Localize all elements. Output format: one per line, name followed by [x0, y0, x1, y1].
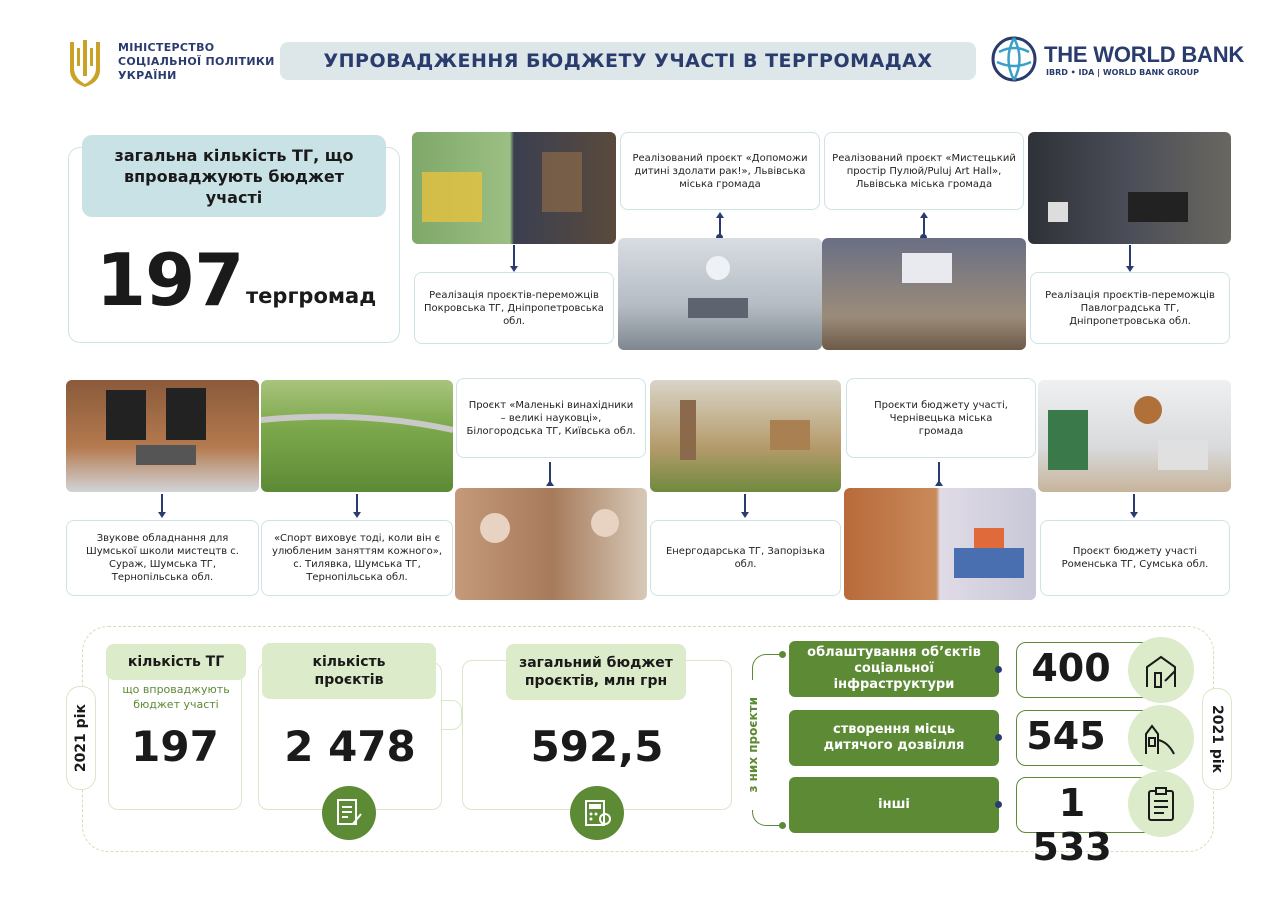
budget-value: 592,5 [530, 722, 664, 771]
category-value-infrastructure: 400 [1031, 646, 1111, 690]
building-icon [1128, 637, 1194, 703]
connector [356, 494, 358, 512]
tg-value: 197 [131, 722, 219, 771]
world-bank-globe-icon [991, 36, 1037, 82]
arrow-icon [741, 512, 749, 518]
projects-label: кількість проєктів [262, 643, 436, 699]
connector-dot [995, 734, 1002, 741]
connector [513, 245, 515, 267]
year-label-left [66, 686, 96, 790]
caption-enerhodar: Енергодарська ТГ, Запорізька обл. [665, 546, 826, 570]
caption-pavlohrad: Реалізація проєктів-переможців Павлоградська ТГ, Дніпропетровська обл. [1045, 289, 1215, 327]
clipboard-icon [1128, 771, 1194, 837]
connector [161, 494, 163, 512]
world-bank-name: THE WORLD BANK [1044, 42, 1245, 67]
category-infrastructure: облаштування об’єктів соціальної інфраструктури [789, 641, 999, 697]
connector [1129, 245, 1131, 267]
page-title: УПРОВАДЖЕННЯ БЮДЖЕТУ УЧАСТІ В ТЕРГРОМАДАХ [280, 42, 976, 80]
year-text: 2021 рік [1209, 704, 1225, 774]
photo-chernivtsi [844, 488, 1036, 600]
summary-pill: загальна кількість ТГ, що впроваджують бюджет участі [82, 135, 386, 217]
category-value-children: 545 [1026, 714, 1106, 758]
caption-lviv-cancer: Реалізований проєкт «Допоможи дитині здолати рак!», Львівська міська громада [632, 152, 808, 190]
caption-chernivtsi: Проєкти бюджету участі, Чернівецька міська громада [874, 399, 1008, 437]
connector-dot [995, 801, 1002, 808]
connector [1133, 494, 1135, 512]
tg-sub: що впроваджують бюджет участі [122, 683, 230, 711]
connector [549, 462, 551, 482]
playground-icon [1128, 705, 1194, 771]
connector [938, 462, 940, 482]
category-children: створення місць дитячого дозвілля [789, 710, 999, 766]
photo-hospital [618, 238, 822, 350]
photo-sport [261, 380, 453, 492]
calculator-icon [570, 786, 624, 840]
summary-number: 197 [96, 238, 244, 322]
photo-sound-equipment [66, 380, 259, 492]
year-label-right [1202, 688, 1232, 790]
world-bank-sub: IBRD • IDA | WORLD BANK GROUP [1046, 68, 1200, 77]
arrow-icon [158, 512, 166, 518]
year-text: 2021 рік [73, 703, 89, 773]
document-icon [322, 786, 376, 840]
caption-lviv-art: Реалізований проєкт «Мистецький простір Пулюй/Puluj Art Hall», Львівська міська громада [832, 152, 1016, 190]
caption-romny: Проєкт бюджету участі Роменська ТГ, Сумська обл. [1061, 546, 1209, 570]
ministry-line: СОЦІАЛЬНОЇ ПОЛІТИКИ [118, 55, 275, 68]
photo-romny [1038, 380, 1231, 492]
connector-dot [779, 822, 786, 829]
ministry-line: МІНІСТЕРСТВО [118, 41, 215, 54]
caption-pokrovska: Реалізація проєктів-переможців Покровська ТГ, Дніпропетровська обл. [424, 289, 604, 327]
category-value-other: 1 533 [1032, 781, 1112, 869]
connector-dot [995, 666, 1002, 673]
summary-unit: тергромад [246, 284, 377, 308]
arrow-icon [353, 512, 361, 518]
arrow-icon [1130, 512, 1138, 518]
connector-line [442, 700, 462, 730]
photo-inventors [455, 488, 647, 600]
photo-enerhodar [650, 380, 841, 492]
photo-pokrovska [412, 132, 616, 244]
connector-dot [779, 651, 786, 658]
of-them-label [742, 680, 764, 810]
projects-value: 2 478 [284, 722, 416, 771]
ministry-emblem [66, 38, 104, 88]
caption-inventors: Проєкт «Маленькі винахідники – великі науковці», Білогородська ТГ, Київська обл. [466, 399, 636, 437]
category-other: інші [789, 777, 999, 833]
photo-art-hall [822, 238, 1026, 350]
ministry-line: УКРАЇНИ [118, 69, 177, 82]
photo-pavlohrad [1028, 132, 1231, 244]
caption-sound: Звукове обладнання для Шумської школи мистецтв с. Сураж, Шумська ТГ, Тернопільська обл. [86, 533, 239, 583]
caption-sport: «Спорт виховує тоді, коли він є улюбленим заняттям кожного», с. Тилявка, Шумська ТГ, Тернопільська обл. [271, 533, 443, 583]
ministry-name [118, 41, 278, 83]
connector [744, 494, 746, 512]
budget-label: загальний бюджет проєктів, млн грн [506, 644, 686, 700]
of-them-text: з них проєкти [746, 697, 760, 793]
tg-label: кількість ТГ [106, 644, 246, 680]
